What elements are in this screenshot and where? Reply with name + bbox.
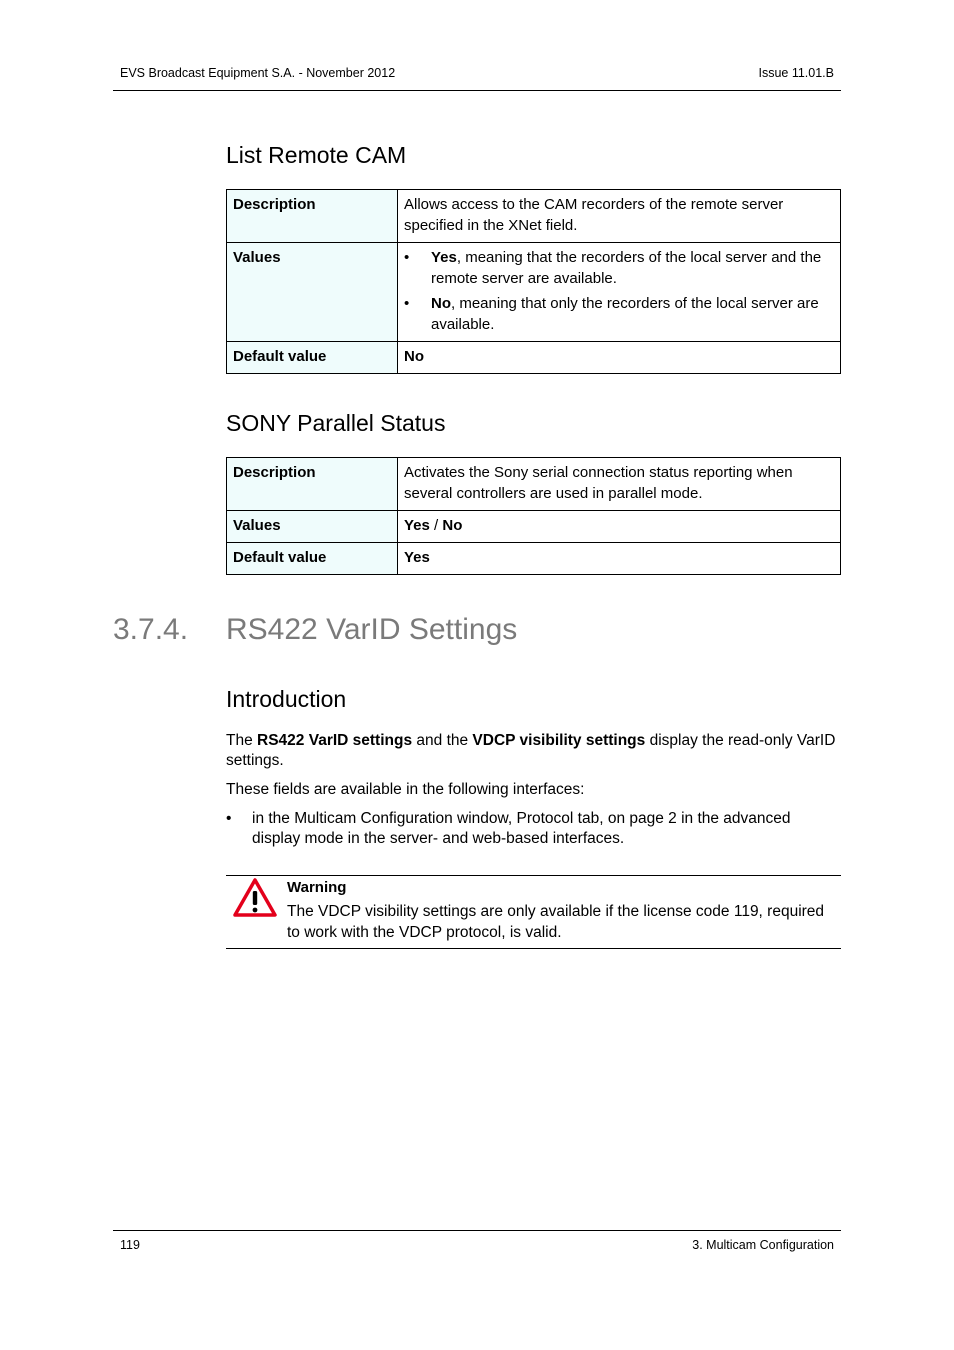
table-row [227,543,841,575]
value-no: No [442,517,463,534]
header-publisher: EVS Broadcast Equipment S.A. - November 2012 [120,66,396,80]
table-row [227,243,841,342]
table-row [227,190,841,243]
row-label: Default value [227,543,398,575]
text: display the read-only VarID settings. [226,732,836,769]
bullet-text: in the Multicam Configuration window, Protocol tab, on page 2 in the advanced display mode in the server- and web-based interfaces. [252,810,791,847]
footer-chapter: 3. Multicam Configuration [692,1238,834,1252]
value-text: , meaning that only the recorders of the local server are available. [431,295,819,333]
row-value: Allows access to the CAM recorders of the remote server specified in the XNet field. [398,190,841,243]
chapter-title: RS422 VarID Settings [226,613,518,646]
row-label: Values [227,243,398,342]
header-issue: Issue 11.01.B [758,66,834,80]
warning-triangle-icon [233,878,277,918]
row-value: No [398,342,841,374]
value-keyword: No [431,295,451,312]
text: and the [412,732,473,749]
list-item [404,247,834,289]
row-value: Yes [398,543,841,575]
bullet-icon: • [404,295,410,312]
row-value [398,243,841,342]
table-row [227,342,841,374]
interfaces-paragraph: These fields are available in the following interfaces: [226,781,585,798]
list-item [404,293,834,335]
table-row [227,511,841,543]
value-yes: Yes [404,517,430,534]
page-header [113,66,841,91]
value-separator: / [429,517,443,534]
sony-parallel-status-table [226,457,841,575]
setting-name: VDCP visibility settings [472,732,646,749]
warning-title: Warning [287,879,347,896]
bullet-icon: • [226,810,232,827]
row-label: Values [227,511,398,543]
row-value [398,511,841,543]
row-value: Activates the Sony serial connection status reporting when several controllers are used in parallel mode. [398,458,841,511]
chapter-number: 3.7.4. [113,613,189,646]
bullet-icon: • [404,249,410,266]
warning-body: The VDCP visibility settings are only available if the license code 119, required to work with the VDCP protocol, is valid. [287,903,825,941]
setting-name: RS422 VarID settings [257,732,413,749]
row-label: Default value [227,342,398,374]
intro-paragraph [226,731,841,771]
section-title-sony-parallel-status: SONY Parallel Status [226,410,446,436]
value-text: , meaning that the recorders of the local server and the remote server are available. [431,249,822,287]
list-remote-cam-table [226,189,841,374]
section-title-list-remote-cam: List Remote CAM [226,142,407,168]
text: The [226,732,258,749]
page-footer [113,1230,841,1252]
page-number: 119 [120,1238,140,1252]
row-label: Description [227,458,398,511]
warning-box [226,875,841,949]
value-keyword: Yes [431,249,457,266]
values-list [404,247,834,335]
section-title-introduction: Introduction [226,686,347,712]
table-row [227,458,841,511]
row-label: Description [227,190,398,243]
